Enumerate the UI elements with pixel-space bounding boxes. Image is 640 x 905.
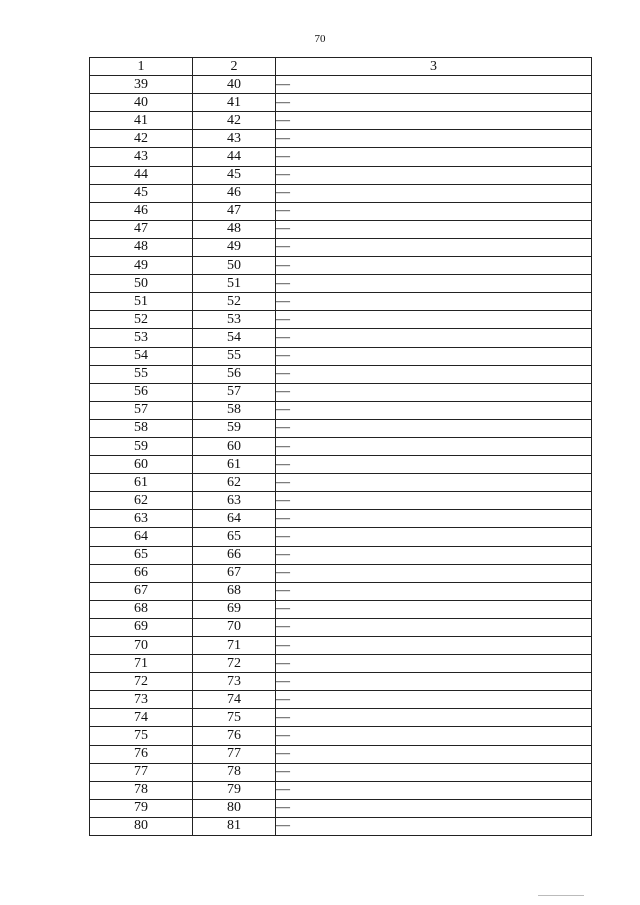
table-row <box>90 112 592 130</box>
table-row <box>90 474 592 492</box>
table-cell-col1: 49 <box>90 257 193 275</box>
table-row <box>90 347 592 365</box>
table-row <box>90 564 592 582</box>
table-cell-col3: — <box>276 456 592 474</box>
table-cell-col3: — <box>276 564 592 582</box>
table-cell-col1: 48 <box>90 238 193 256</box>
table-cell-col1: 70 <box>90 637 193 655</box>
table-row <box>90 275 592 293</box>
table-row <box>90 637 592 655</box>
table-cell-col3: — <box>276 220 592 238</box>
table-cell-col2: 73 <box>193 673 276 691</box>
table-cell-col3: — <box>276 94 592 112</box>
table-row <box>90 220 592 238</box>
table-cell-col2: 48 <box>193 220 276 238</box>
table-row <box>90 799 592 817</box>
table-cell-col3: — <box>276 148 592 166</box>
table-row <box>90 329 592 347</box>
table-cell-col3: — <box>276 600 592 618</box>
table-cell-col2: 72 <box>193 655 276 673</box>
table-cell-col2: 47 <box>193 202 276 220</box>
table-cell-col3: — <box>276 293 592 311</box>
table-cell-col1: 78 <box>90 781 193 799</box>
table-cell-col2: 70 <box>193 618 276 636</box>
table-cell-col3: — <box>276 474 592 492</box>
table-cell-col3: — <box>276 691 592 709</box>
table-cell-col3: — <box>276 727 592 745</box>
table-row <box>90 293 592 311</box>
table-row <box>90 130 592 148</box>
table-cell-col1: 65 <box>90 546 193 564</box>
table-cell-col2: 49 <box>193 238 276 256</box>
table-cell-col1: 67 <box>90 582 193 600</box>
table-row <box>90 546 592 564</box>
table-cell-col3: — <box>276 510 592 528</box>
table-cell-col1: 46 <box>90 202 193 220</box>
table-row <box>90 311 592 329</box>
table-cell-col1: 61 <box>90 474 193 492</box>
table-cell-col1: 53 <box>90 329 193 347</box>
table-cell-col2: 75 <box>193 709 276 727</box>
table-cell-col2: 69 <box>193 600 276 618</box>
table-cell-col3: — <box>276 112 592 130</box>
table-cell-col3: — <box>276 365 592 383</box>
table-cell-col1: 42 <box>90 130 193 148</box>
table-cell-col2: 54 <box>193 329 276 347</box>
data-table <box>89 57 592 836</box>
table-cell-col3: — <box>276 528 592 546</box>
table-cell-col3: — <box>276 709 592 727</box>
table-cell-col2: 51 <box>193 275 276 293</box>
table-cell-col1: 57 <box>90 401 193 419</box>
table-cell-col1: 62 <box>90 492 193 510</box>
table-cell-col1: 77 <box>90 763 193 781</box>
table-row <box>90 691 592 709</box>
table-cell-col1: 43 <box>90 148 193 166</box>
table-cell-col2: 43 <box>193 130 276 148</box>
table-cell-col3: — <box>276 437 592 455</box>
table-row <box>90 94 592 112</box>
table-cell-col3: — <box>276 637 592 655</box>
table-row <box>90 76 592 94</box>
table-row <box>90 401 592 419</box>
table-cell-col3: — <box>276 257 592 275</box>
table-cell-col2: 40 <box>193 76 276 94</box>
table-cell-col2: 67 <box>193 564 276 582</box>
table-row <box>90 763 592 781</box>
table-cell-col1: 71 <box>90 655 193 673</box>
table-cell-col3: — <box>276 582 592 600</box>
table-cell-col2: 80 <box>193 799 276 817</box>
table-cell-col3: — <box>276 745 592 763</box>
table-header-row <box>90 58 592 76</box>
table-cell-col2: 62 <box>193 474 276 492</box>
table-cell-col1: 50 <box>90 275 193 293</box>
table-cell-col2: 76 <box>193 727 276 745</box>
page-number: 70 <box>314 33 326 45</box>
table-cell-col1: 80 <box>90 817 193 835</box>
table-cell-col3: — <box>276 383 592 401</box>
table-row <box>90 419 592 437</box>
table-cell-col3: — <box>276 275 592 293</box>
table-cell-col1: 52 <box>90 311 193 329</box>
column-header-2: 2 <box>193 58 276 76</box>
table-cell-col1: 56 <box>90 383 193 401</box>
table-row <box>90 238 592 256</box>
table-cell-col1: 59 <box>90 437 193 455</box>
table-cell-col3: — <box>276 166 592 184</box>
table-cell-col2: 77 <box>193 745 276 763</box>
table-body <box>90 76 592 836</box>
table-cell-col1: 44 <box>90 166 193 184</box>
table-cell-col2: 59 <box>193 419 276 437</box>
table-cell-col1: 58 <box>90 419 193 437</box>
table-cell-col2: 52 <box>193 293 276 311</box>
table-cell-col1: 66 <box>90 564 193 582</box>
table-cell-col3: — <box>276 781 592 799</box>
table-cell-col1: 64 <box>90 528 193 546</box>
table-cell-col1: 60 <box>90 456 193 474</box>
table-cell-col3: — <box>276 202 592 220</box>
table-row <box>90 600 592 618</box>
table-cell-col1: 75 <box>90 727 193 745</box>
table-cell-col2: 74 <box>193 691 276 709</box>
table-cell-col2: 66 <box>193 546 276 564</box>
table-row <box>90 781 592 799</box>
table-row <box>90 456 592 474</box>
table-cell-col3: — <box>276 817 592 835</box>
table-cell-col3: — <box>276 763 592 781</box>
table-cell-col2: 64 <box>193 510 276 528</box>
table-row <box>90 383 592 401</box>
table-cell-col1: 73 <box>90 691 193 709</box>
table-cell-col1: 45 <box>90 184 193 202</box>
table-cell-col1: 76 <box>90 745 193 763</box>
table-cell-col2: 46 <box>193 184 276 202</box>
table-cell-col2: 63 <box>193 492 276 510</box>
table-cell-col3: — <box>276 184 592 202</box>
table-cell-col1: 40 <box>90 94 193 112</box>
table-row <box>90 709 592 727</box>
table-row <box>90 492 592 510</box>
table-cell-col2: 56 <box>193 365 276 383</box>
table-cell-col3: — <box>276 347 592 365</box>
table-cell-col3: — <box>276 311 592 329</box>
table-cell-col1: 41 <box>90 112 193 130</box>
table-cell-col3: — <box>276 329 592 347</box>
table-cell-col3: — <box>276 546 592 564</box>
table-cell-col2: 65 <box>193 528 276 546</box>
table-row <box>90 166 592 184</box>
table-cell-col1: 72 <box>90 673 193 691</box>
table-cell-col1: 39 <box>90 76 193 94</box>
table-row <box>90 257 592 275</box>
table-row <box>90 365 592 383</box>
table-cell-col2: 53 <box>193 311 276 329</box>
table-row <box>90 437 592 455</box>
table-row <box>90 745 592 763</box>
table-row <box>90 727 592 745</box>
table-cell-col3: — <box>276 618 592 636</box>
table-cell-col3: — <box>276 130 592 148</box>
column-header-3: 3 <box>276 58 592 76</box>
table-cell-col2: 61 <box>193 456 276 474</box>
table-row <box>90 202 592 220</box>
table-cell-col2: 58 <box>193 401 276 419</box>
table-cell-col1: 51 <box>90 293 193 311</box>
table-row <box>90 528 592 546</box>
table-cell-col3: — <box>276 238 592 256</box>
table-cell-col2: 44 <box>193 148 276 166</box>
table-cell-col2: 50 <box>193 257 276 275</box>
table-row <box>90 817 592 835</box>
table-cell-col1: 68 <box>90 600 193 618</box>
table-cell-col3: — <box>276 655 592 673</box>
table-cell-col1: 79 <box>90 799 193 817</box>
table-cell-col1: 69 <box>90 618 193 636</box>
table-cell-col1: 55 <box>90 365 193 383</box>
table-cell-col1: 63 <box>90 510 193 528</box>
table-cell-col2: 81 <box>193 817 276 835</box>
table-row <box>90 618 592 636</box>
table-cell-col2: 71 <box>193 637 276 655</box>
table-row <box>90 655 592 673</box>
table-cell-col2: 45 <box>193 166 276 184</box>
footer-mark <box>538 895 584 897</box>
table-cell-col2: 79 <box>193 781 276 799</box>
table-row <box>90 510 592 528</box>
table-cell-col2: 78 <box>193 763 276 781</box>
table-cell-col3: — <box>276 401 592 419</box>
table-row <box>90 582 592 600</box>
table-cell-col3: — <box>276 799 592 817</box>
table-cell-col2: 60 <box>193 437 276 455</box>
table-cell-col2: 57 <box>193 383 276 401</box>
table-cell-col3: — <box>276 76 592 94</box>
table-cell-col1: 47 <box>90 220 193 238</box>
column-header-1: 1 <box>90 58 193 76</box>
table-cell-col1: 74 <box>90 709 193 727</box>
table-cell-col3: — <box>276 673 592 691</box>
table-cell-col3: — <box>276 419 592 437</box>
table-cell-col2: 42 <box>193 112 276 130</box>
table-cell-col2: 68 <box>193 582 276 600</box>
table-cell-col1: 54 <box>90 347 193 365</box>
table-cell-col2: 55 <box>193 347 276 365</box>
table-row <box>90 148 592 166</box>
table-cell-col2: 41 <box>193 94 276 112</box>
table-row <box>90 673 592 691</box>
table-row <box>90 184 592 202</box>
table-cell-col3: — <box>276 492 592 510</box>
